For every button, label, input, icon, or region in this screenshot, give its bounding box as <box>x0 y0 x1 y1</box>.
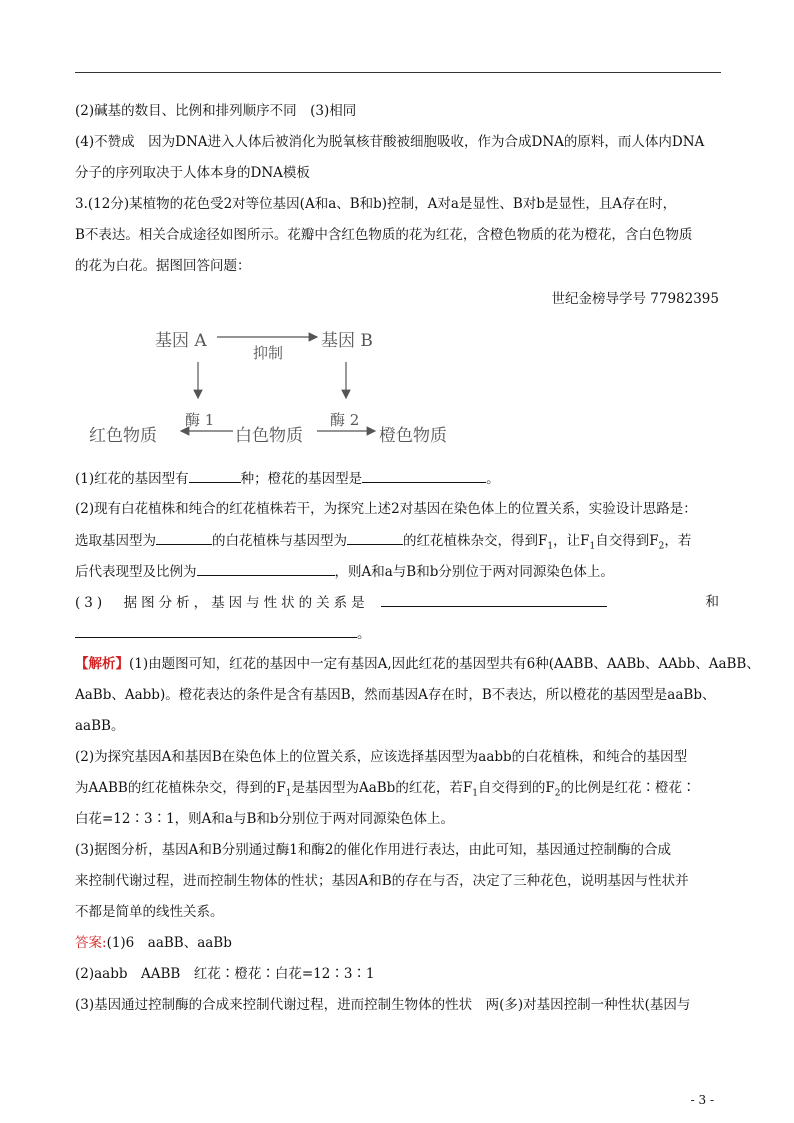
q1-text-a: (1)红花的基因型有 <box>75 471 189 487</box>
analysis-line <box>75 778 696 804</box>
analysis-text: 为AABB的红花植株杂交，得到的F <box>75 780 286 796</box>
question-3-line2 <box>75 623 371 644</box>
q2-text: ，让F <box>553 533 590 549</box>
text-line: (2)碱基的数目、比例和排列顺序不同 (3)相同 <box>75 103 357 119</box>
text-line: (4)不赞成 因为DNA进入人体后被消化为脱氧核苷酸被细胞吸收，作为合成DNA的原料，而人体内DNA <box>75 134 705 150</box>
answer-tag: 答案: <box>75 935 107 951</box>
question-1 <box>75 468 500 489</box>
answer-blank <box>347 530 403 545</box>
inhibit-label: 抑制 <box>253 344 284 362</box>
header-rule <box>75 72 721 73</box>
q2-text: 后代表现型及比例为 <box>75 564 197 580</box>
gene-b-label: 基因 B <box>321 331 373 351</box>
subscript: 2 <box>658 541 665 552</box>
analysis-text: 自交得到的F <box>477 780 555 796</box>
gene-a-label: 基因 A <box>155 331 207 351</box>
question-2-line2 <box>75 530 691 557</box>
subscript: 1 <box>547 541 554 552</box>
answer-blank <box>197 561 335 576</box>
analysis-line: AaBb、Aabb)。橙花表达的条件是含有基因B，然而基因A存在时，B不表达，所以橙花的基因型是aaBb、 <box>75 687 716 703</box>
enzyme2-label: 酶 2 <box>330 411 360 429</box>
text-line: B不表达。相关合成途径如图所示。花瓣中含红色物质的花为红花，含橙色物质的花为橙花，含白色物质 <box>75 227 693 243</box>
reference-number: 世纪金榜导学号 77982395 <box>551 291 719 307</box>
text-line: 分子的序列取决于人体本身的DNA模板 <box>75 165 310 181</box>
question-3-line1 <box>75 592 721 613</box>
analysis-text: 是基因型为AaBb的红花，若F <box>291 780 473 796</box>
analysis-line <box>75 654 760 674</box>
answer-blank <box>189 468 241 483</box>
analysis-line: 不都是简单的线性关系。 <box>75 904 224 920</box>
q3-text: (3) 据图分析，基因与性状的关系是 <box>75 595 369 611</box>
subscript: 1 <box>285 788 292 799</box>
answer-blank <box>362 468 486 483</box>
answer-text: (1)6 aaBB、aaBb <box>106 935 232 951</box>
subscript: 2 <box>554 788 561 799</box>
analysis-text: 的比例是红花∶橙花∶ <box>560 780 696 796</box>
answer-blank <box>75 623 357 638</box>
subscript: 1 <box>472 788 478 799</box>
white-substance-label: 白色物质 <box>235 426 303 446</box>
q2-text: 选取基因型为 <box>75 533 156 549</box>
analysis-line: aaBB。 <box>75 718 125 734</box>
analysis-text: (1)由题图可知，红花的基因中一定有基因A,因此红花的基因型共有6种(AABB、AABb、AAbb、AaBB、 <box>129 656 760 672</box>
pathway-diagram <box>75 318 495 454</box>
orange-substance-label: 橙色物质 <box>379 426 447 446</box>
subscript: 1 <box>589 541 596 552</box>
question-2-line1: (2)现有白花植株和纯合的红花植株若干，为探究上述2对基因在染色体上的位置关系，实验设计思路是： <box>75 501 697 517</box>
q2-text: ，则A和a与B和b分别位于两对同源染色体上。 <box>334 564 614 580</box>
q2-text: 的白花植株与基因型为 <box>212 533 347 549</box>
q1-text-c: 。 <box>486 471 500 487</box>
q3-text: 和 <box>705 594 719 610</box>
answer-line: (3)基因通过控制酶的合成来控制代谢过程，进而控制生物体的性状 两(多)对基因控制一种性状(基因与 <box>75 997 691 1013</box>
q1-text-b: 种；橙花的基因型是 <box>240 471 363 487</box>
q2-text: ，若 <box>664 533 692 549</box>
enzyme1-label: 酶 1 <box>185 411 215 429</box>
answer-line: (2)aabb AABB 红花∶橙花∶白花=12∶3∶1 <box>75 966 375 982</box>
question-2-line3 <box>75 561 614 582</box>
red-substance-label: 红色物质 <box>89 426 157 446</box>
q2-text: 自交得到F <box>595 533 659 549</box>
answer-blank <box>381 592 607 607</box>
answer-line <box>75 933 232 953</box>
question-3-stem: 3.(12分)某植物的花色受2对等位基因(A和a、B和b)控制，A对a是显性、B对b是显性，且A存在时， <box>75 196 677 212</box>
answer-blank <box>156 530 212 545</box>
page-number: - 3 - <box>690 1093 714 1107</box>
analysis-line: 白花=12∶3∶1，则A和a与B和b分别位于两对同源染色体上。 <box>75 811 455 827</box>
analysis-tag: 【解析】 <box>75 656 129 672</box>
analysis-line: (3)据图分析，基因A和B分别通过酶1和酶2的催化作用进行表达，由此可知，基因通过控制酶的合成 <box>75 842 671 858</box>
analysis-line: (2)为探究基因A和基因B在染色体上的位置关系，应该选择基因型为aabb的白花植株，和纯合的基因型 <box>75 749 688 765</box>
q2-text: 的红花植株杂交，得到F <box>403 533 548 549</box>
text-line: 的花为白花。据图回答问题： <box>75 258 251 274</box>
analysis-line: 来控制代谢过程，进而控制生物体的性状；基因A和B的存在与否，决定了三种花色，说明基因与性状并 <box>75 873 689 889</box>
q3-text: 。 <box>357 626 371 642</box>
